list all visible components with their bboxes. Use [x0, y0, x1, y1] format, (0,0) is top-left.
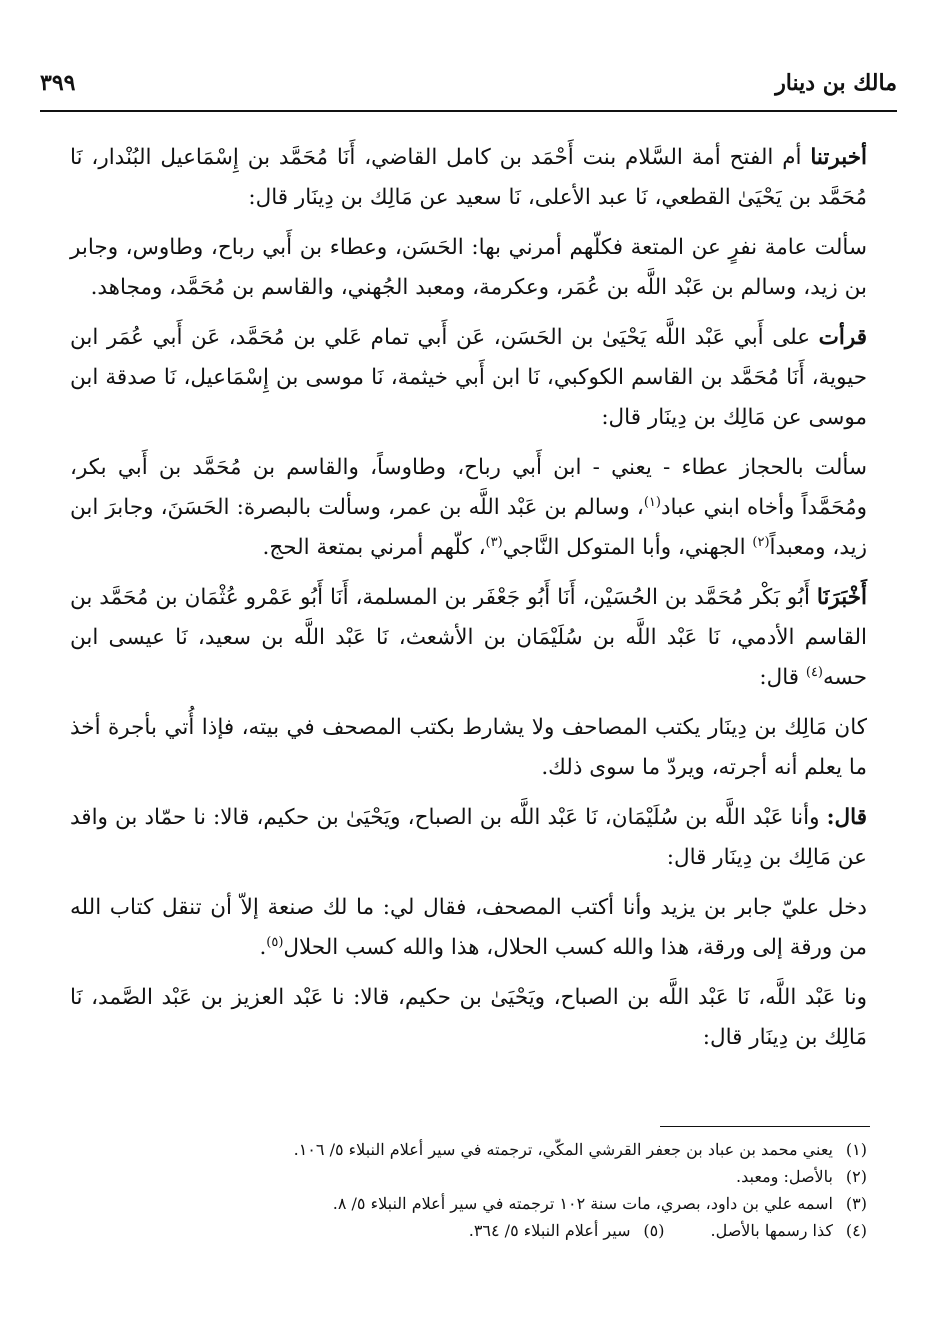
paragraph-text: على أَبي عَبْد اللَّه يَحْيَىٰ بن الحَسَن، عَن أَبي تمام عَلي بن مُحَمَّد، عَن أَبي عُمَر ابن حيوية، أَنَا مُحَمَّد بن القاسم الكوكبي، نَا ابن أَبي خيثمة، نَا موسى بن إِسْمَاعيل، نَا صدقة ابن موسى عن مَالِك بن دِينَار قال: [70, 325, 867, 430]
paragraph-text: أَبُو بَكْر مُحَمَّد بن الحُسَيْن، أَنَا أَبُو جَعْفَر بن المسلمة، أَنَا أَبُو عَمْرو عُثْمَان بن مُحَمَّد بن القاسم الأدمي، نَا عَبْد اللَّه بن سُلَيْمَان بن الأشعث، نَا عَبْد اللَّه بن سعيد، نَا عيسى ابن حسه [70, 585, 867, 690]
paragraph-4 [70, 448, 867, 568]
footnote-number: (٢) [845, 1167, 867, 1186]
footnote-ref-2[interactable]: (٢) [752, 534, 770, 550]
footnote-text: اسمه علي بن داود، بصري، مات سنة ١٠٢ ترجمته في سير أعلام النبلاء ٥/ ٨. [332, 1194, 833, 1213]
footnote-ref-1[interactable]: (١) [643, 494, 661, 510]
running-title: مالك بن دينار [775, 70, 897, 96]
paragraph-text: سألت بالحجاز عطاء - يعني - ابن أَبي رباح، وطاوساً، والقاسم بن مُحَمَّد بن أَبي بكر، ومُحَمَّداً وأخاه ابني عباد [70, 455, 867, 520]
paragraph-text: الجهني، وأبا المتوكل النَّاجي [502, 535, 753, 560]
paragraph-lead: أَخْبَرَنَا [816, 585, 867, 610]
paragraph-lead: أخبرتنا [810, 145, 867, 170]
paragraph-lead: قرأت [818, 325, 867, 350]
paragraph-text: دخل عليّ جابر بن يزيد وأنا أكتب المصحف، فقال لي: ما لك صنعة إلاّ أن تنقل كتاب الله من ورقة إلى ورقة، هذا والله كسب الحلال، هذا والله كسب الحلال [70, 895, 867, 960]
paragraph-text: سألت عامة نفرٍ عن المتعة فكلّهم أمرني بها: الحَسَن، وعطاء بن أَبي رباح، وطاوس، وجابر بن زيد، وسالم بن عَبْد اللَّه بن عُمَر، وعكرمة، ومعبد الجُهني، والقاسم بن مُحَمَّد، ومجاهد. [70, 235, 867, 300]
paragraph-text: ، وسالم بن عَبْد اللَّه بن عمر، وسألت بالبصرة: الحَسَنَ، وجابرَ ابن زيد، ومعبداً [70, 495, 867, 560]
footnote-row [107, 1217, 867, 1244]
footnote-text: سير أعلام النبلاء ٥/ ٣٦٤. [468, 1221, 631, 1240]
paragraph-8 [70, 888, 867, 968]
footnote-text: يعني محمد بن عباد بن جعفر القرشي المكّي، ترجمته في سير أعلام النبلاء ٥/ ١٠٦. [293, 1140, 833, 1159]
paragraph-text: ، كلّهم أمرني بمتعة الحج. [262, 535, 486, 560]
paragraph-2 [70, 228, 867, 308]
main-text [70, 138, 867, 1058]
footnote-ref-5[interactable]: (٥) [266, 934, 284, 950]
paragraph-6 [70, 708, 867, 788]
paragraph-3 [70, 318, 867, 438]
footnote-text: بالأصل: ومعبد. [736, 1167, 833, 1186]
footnote-rule [660, 1126, 870, 1127]
footnote-number: (٣) [845, 1194, 867, 1213]
paragraph-9 [70, 978, 867, 1058]
footnote-2 [107, 1163, 867, 1190]
paragraph-text: أم الفتح أمة السَّلام بنت أَحْمَد بن كامل القاضي، أَنَا مُحَمَّد بن إِسْمَاعيل البُنْدار، نَا مُحَمَّد بن يَحْيَىٰ القطعي، نَا عبد الأعلى، نَا سعيد عن مَالِك بن دِينَار قال: [70, 145, 867, 210]
paragraph-lead: قال: [826, 805, 867, 830]
paragraph-5 [70, 578, 867, 698]
footnote-number: (٥) [643, 1221, 665, 1240]
footnote-ref-3[interactable]: (٣) [485, 534, 503, 550]
footnote-3 [107, 1190, 867, 1217]
paragraph-text: . [259, 935, 267, 960]
paragraph-text: كان مَالِك بن دِينَار يكتب المصاحف ولا يشارط بكتب المصحف في بيته، فإذا أُتي بأجرة أخذ ما يعلم أنه أجرته، ويردّ ما سوى ذلك. [70, 715, 867, 780]
footnote-1 [107, 1136, 867, 1163]
footnote-text: كذا رسمها بالأصل. [710, 1221, 833, 1240]
paragraph-text: وأنا عَبْد اللَّه بن سُلَيْمَان، نَا عَبْد اللَّه بن الصباح، ويَحْيَىٰ بن حكيم، قالا: نا حمّاد بن واقد عن مَالِك بن دِينَار قال: [70, 805, 867, 870]
paragraph-1 [70, 138, 867, 218]
paragraph-7 [70, 798, 867, 878]
footnote-number: (٤) [845, 1221, 867, 1240]
header-rule [40, 110, 897, 112]
footnote-number: (١) [845, 1140, 867, 1159]
paragraph-text: ونا عَبْد اللَّه، نَا عَبْد اللَّه بن الصباح، ويَحْيَىٰ بن حكيم، قالا: نا عَبْد العزيز بن عَبْد الصَّمد، نَا مَالِك بن دِينَار قال: [70, 985, 867, 1050]
footnote-4 [710, 1217, 867, 1244]
footnote-ref-4[interactable]: (٤) [805, 664, 823, 680]
page-number: ٣٩٩ [40, 70, 76, 96]
running-header [40, 66, 897, 106]
footnote-5 [469, 1217, 665, 1244]
paragraph-text: قال: [759, 665, 806, 690]
footnotes [107, 1136, 867, 1244]
